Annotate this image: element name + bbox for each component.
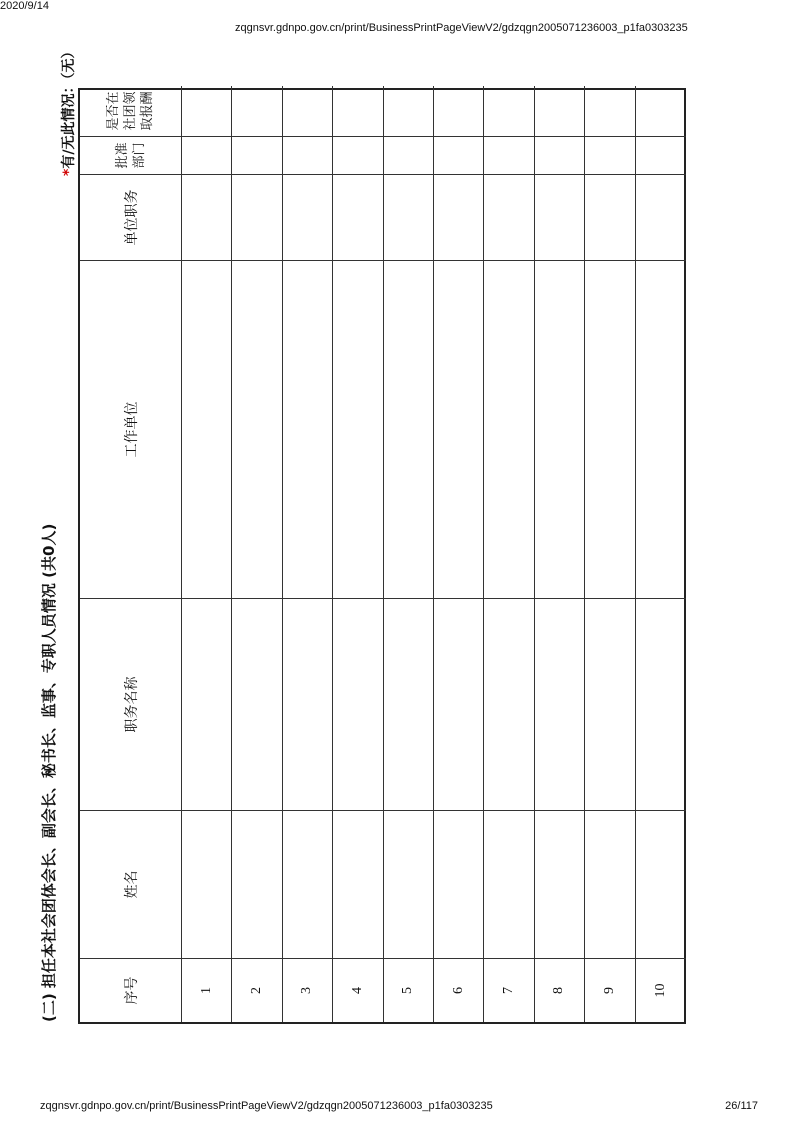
table-cell (232, 174, 282, 260)
table-cell (182, 136, 232, 174)
table-cell (232, 86, 282, 136)
status-text: 有/无此情况：（无） (61, 44, 77, 169)
table-cell (535, 810, 585, 958)
table-cell (232, 598, 282, 810)
table-cell (434, 174, 484, 260)
table-cell (636, 86, 686, 136)
row-number: 6 (434, 958, 484, 1022)
table-cell (484, 598, 534, 810)
table-cell (434, 136, 484, 174)
table-cell (182, 598, 232, 810)
table-cell (283, 598, 333, 810)
table-cell (484, 260, 534, 598)
row-number: 9 (585, 958, 635, 1022)
table-cell (636, 136, 686, 174)
table-cell (535, 260, 585, 598)
page-number: 26/117 (725, 1100, 758, 1112)
table-cell (182, 260, 232, 598)
table-cell (585, 810, 635, 958)
table-cell (333, 810, 383, 958)
row-number: 1 (182, 958, 232, 1022)
table-cell (535, 598, 585, 810)
table-cell (484, 136, 534, 174)
row-number: 3 (283, 958, 333, 1022)
header-paid: 是否在社团领取报酬 (80, 86, 182, 136)
table-cell (434, 598, 484, 810)
table-cell (535, 86, 585, 136)
table-cell (484, 86, 534, 136)
table-cell (636, 598, 686, 810)
table-cell (283, 174, 333, 260)
table-cell (484, 810, 534, 958)
header-name: 姓名 (80, 810, 182, 958)
table-cell (333, 598, 383, 810)
table-cell (585, 598, 635, 810)
table-cell (182, 86, 232, 136)
table-cell (333, 136, 383, 174)
required-star: * (61, 168, 77, 176)
header-seq: 序号 (80, 958, 182, 1022)
table-cell (283, 810, 333, 958)
table-cell (232, 136, 282, 174)
table-cell (384, 810, 434, 958)
table-cell (384, 260, 434, 598)
table-cell (232, 260, 282, 598)
table-cell (585, 260, 635, 598)
table-cell (384, 86, 434, 136)
table-cell (283, 136, 333, 174)
row-number: 7 (484, 958, 534, 1022)
table-cell (535, 136, 585, 174)
header-employer-position: 单位职务 (80, 174, 182, 260)
table-cell (333, 174, 383, 260)
table-cell (636, 810, 686, 958)
table-cell (585, 136, 635, 174)
status-line (58, 45, 78, 176)
table-cell (384, 174, 434, 260)
row-number: 5 (384, 958, 434, 1022)
print-url-footer[interactable]: zqgnsvr.gdnpo.gov.cn/print/BusinessPrintPageViewV2/gdzqgn2005071236003_p1fa0303235 (40, 1100, 493, 1112)
table-cell (434, 810, 484, 958)
table-cell (384, 598, 434, 810)
table-cell (333, 86, 383, 136)
table-cell (232, 810, 282, 958)
row-number: 4 (333, 958, 383, 1022)
table-cell (535, 174, 585, 260)
table-cell (384, 136, 434, 174)
table-cell (182, 174, 232, 260)
table-cell (484, 174, 534, 260)
table-cell (333, 260, 383, 598)
section-title: (二) 担任本社会团体会长、副会长、秘书长、监事、专职人员情况 (共0人) (40, 523, 58, 1022)
header-position: 职务名称 (80, 598, 182, 810)
row-number: 10 (636, 958, 686, 1022)
header-employer: 工作单位 (80, 260, 182, 598)
table-cell (283, 260, 333, 598)
print-url-header[interactable]: zqgnsvr.gdnpo.gov.cn/print/BusinessPrintPageViewV2/gdzqgn2005071236003_p1fa0303235 (235, 22, 688, 34)
table-cell (585, 174, 635, 260)
personnel-table (78, 88, 686, 1024)
table-cell (585, 86, 635, 136)
print-date: 2020/9/14 (0, 0, 49, 12)
row-number: 8 (535, 958, 585, 1022)
row-number: 2 (232, 958, 282, 1022)
table-cell (636, 260, 686, 598)
table-cell (283, 86, 333, 136)
table-cell (182, 810, 232, 958)
header-approval-dept: 批准部门 (80, 136, 182, 174)
table-cell (434, 260, 484, 598)
table-cell (434, 86, 484, 136)
table-cell (636, 174, 686, 260)
